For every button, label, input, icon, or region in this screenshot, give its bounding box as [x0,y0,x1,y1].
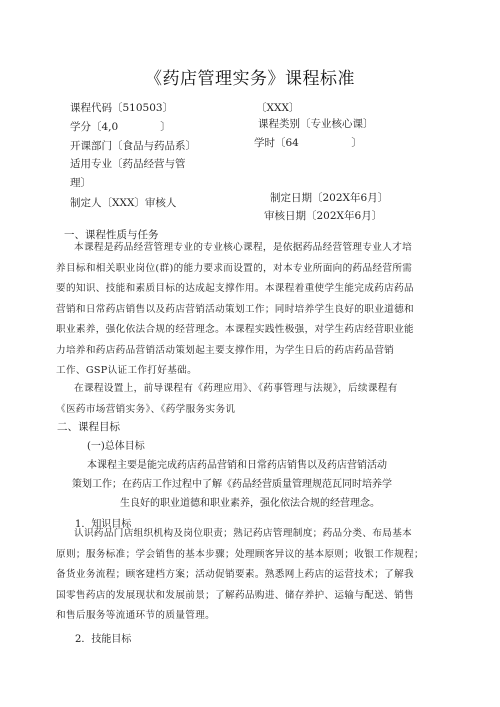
goal-line: 策划工作；在药店工作过程中了解《药品经营质量管理规范瓦同时培养学 [72,479,392,490]
course-hours: 学时〔64 〕 [254,137,362,149]
goal-line: 生良好的职业道德和职业素养，强化依法合规的经营理念。 [120,498,380,509]
author-reviewer: 制定人〔XXX〕审核人 [70,197,177,209]
review-date: 审核日期〔202X年6月〕 [264,210,383,222]
made-date: 制定日期〔202X年6月〕 [270,192,389,204]
knowledge-goal-heading: 1．知识目标 [75,519,132,530]
skill-goal-heading: 2．技能目标 [75,634,132,645]
goal-line: 本课程主要是能完成药店药品营销和日常药店销售以及药店营销活动 [87,460,387,471]
section1-paragraph1 [56,238,414,382]
text-line: 国零售药店的发展现状和发展前景；了解药品购进、储存养护、运输与配送、销售 [56,589,414,601]
text-line: 营销和日常药店销售以及药店营销活动策划工作；同时培养学生良好的职业道德和 [56,303,414,315]
course-code: 课程代码〔510503〕 [70,102,174,114]
course-category: 课程类别〔专业核心课〕 [258,118,374,130]
section1-heading: 一、课程性质与任务 [64,229,159,241]
text-line: 养目标和相关职业岗位(群)的能力要求而设置的，对本专业所面向的药品经营所需 [56,262,413,274]
course-code-suffix: 〔XXX〕 [256,102,300,114]
section1-paragraph2 [56,379,398,420]
text-line: 《医药市场营销实务》、《药学服务实务讥 [56,403,236,415]
page-title: 《药店管理实务》课程标准 [145,69,355,89]
applicable-major-line1: 适用专业〔药品经营与管 [70,158,186,170]
applicable-major-line2: 理〕 [70,177,91,189]
text-line: 在课程设置上，前导课程有《药理应用》、《药事管理与法规》，后续课程有 [74,383,398,394]
text-line: 要的知识、技能和素质目标的达成起支撑作用。本课程着重使学生能完成药店药品 [56,283,414,294]
section2-heading: 二、课程目标 [57,421,120,433]
text-line: 原则；服务标准；学会销售的基本步骤；处理顾客异议的基本原则；收银工作规程； [56,548,424,560]
text-line: 职业素养，强化依法合规的经营理念。本课程实践性极强，对学生药店经营职业能 [56,324,414,335]
text-line: 认识药品门店组织机构及岗位职责；熟记药店管理制度；药品分类、布局基本 [74,528,413,539]
text-line: 力培养和药店药品营销活动策划起主要支撑作用，为学生日后的药店药品营销 [56,344,395,356]
text-line: 备货业务流程；顾客建档方案；活动促销要素。熟悉网上药店的运营技术；了解我 [56,569,414,580]
credit: 学分〔4,0 〕 [70,121,171,133]
text-line: 工作、GSP认证工作打好基础。 [56,365,198,376]
department: 开课部门〔食品与药品系〕 [70,140,196,152]
text-line: 和售后服务等流通环节的质量管理。 [56,610,216,621]
text-line: 本课程是药品经营管理专业的专业核心课程，是依据药品经营管理专业人才培 [74,242,413,253]
overall-goal-heading: (一)总体目标 [87,441,145,452]
knowledge-goal-paragraph [56,524,424,627]
